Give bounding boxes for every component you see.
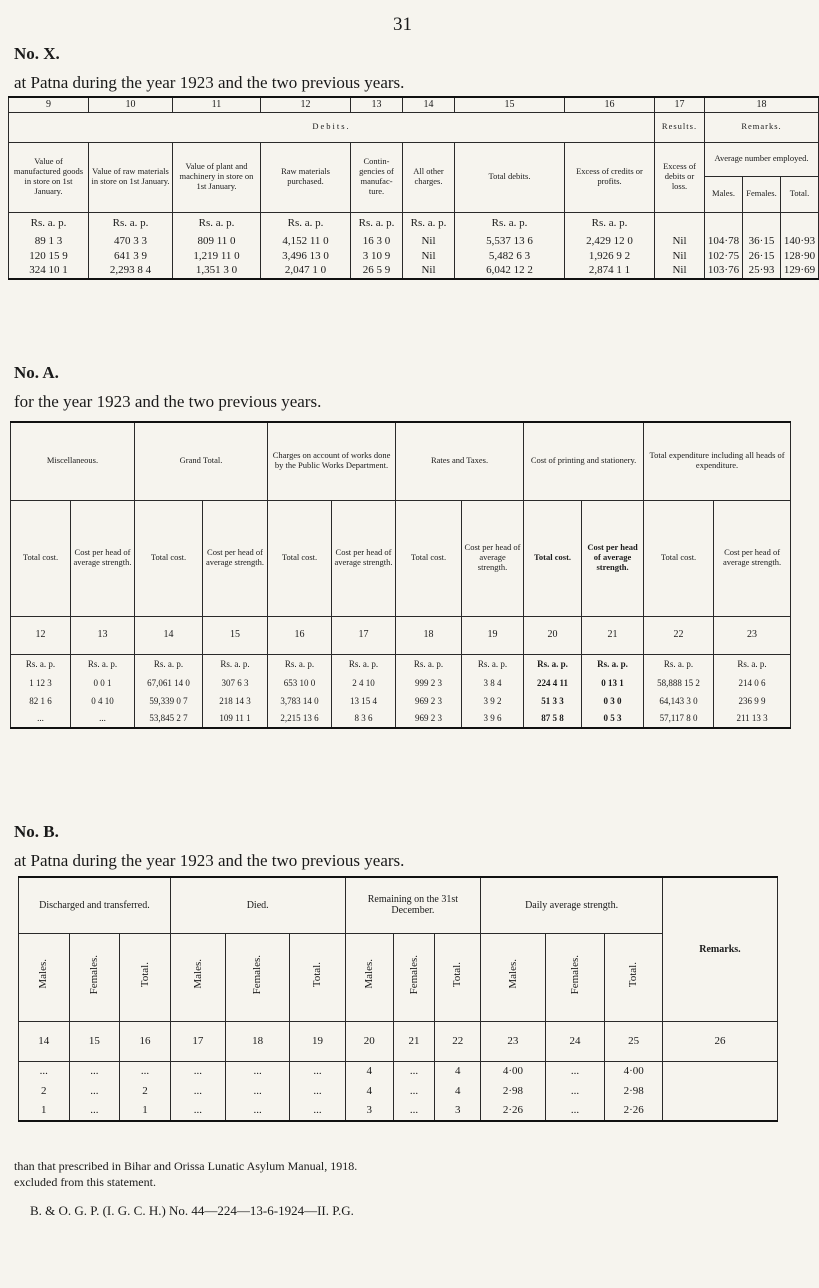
sub-header-total: Total.	[627, 961, 640, 987]
cell: 103·76	[705, 263, 743, 279]
cell: 120 15 9	[9, 249, 89, 264]
sub-header-males: Males.	[506, 959, 519, 990]
remarks-group-header: Remarks.	[705, 112, 819, 142]
cell: 26·15	[743, 249, 781, 264]
sub-header-per-head: Cost per head of average strength.	[462, 500, 524, 616]
cell: 67,061 14 0	[135, 674, 203, 692]
cell: 109 11 1	[203, 710, 268, 728]
unit-label: Rs. a. p.	[462, 654, 524, 674]
col-no: 21	[582, 616, 644, 654]
cell: ...	[545, 1061, 605, 1081]
header-other-charges: All other charges.	[403, 142, 455, 212]
col-no: 12	[261, 97, 351, 112]
header-raw-purchased: Raw materials purchased.	[261, 142, 351, 212]
header-printing-stationery: Cost of printing and stationery.	[524, 422, 644, 500]
unit-label: Rs. a. p.	[403, 212, 455, 234]
col-no: 10	[89, 97, 173, 112]
sub-header-females: Females.	[88, 954, 101, 995]
cell: 1,351 3 0	[173, 263, 261, 279]
cell: 1,926 9 2	[565, 249, 655, 264]
cell: 25·93	[743, 263, 781, 279]
cell: 3	[345, 1101, 393, 1121]
section-b-table	[18, 876, 778, 1122]
cell: 3 10 9	[351, 249, 403, 264]
cell: 214 0 6	[714, 674, 791, 692]
unit-label: Rs. a. p.	[71, 654, 135, 674]
cell: 64,143 3 0	[644, 692, 714, 710]
col-no: 22	[435, 1021, 481, 1061]
cell: 87 5 8	[524, 710, 582, 728]
cell: 236 9 9	[714, 692, 791, 710]
col-no: 15	[455, 97, 565, 112]
col-no: 15	[203, 616, 268, 654]
sub-header-females: Females.	[251, 954, 264, 995]
cell: ...	[545, 1101, 605, 1121]
col-no: 19	[290, 1021, 345, 1061]
col-no: 9	[9, 97, 89, 112]
cell: 4·00	[605, 1061, 663, 1081]
col-no: 23	[714, 616, 791, 654]
cell: ...	[545, 1081, 605, 1101]
cell: 2	[120, 1081, 171, 1101]
cell: ...	[120, 1061, 171, 1081]
col-no: 14	[19, 1021, 70, 1061]
cell: 969 2 3	[396, 710, 462, 728]
cell: ...	[71, 710, 135, 728]
unit-label: Rs. a. p.	[396, 654, 462, 674]
col-no: 20	[345, 1021, 393, 1061]
section-x-caption: at Patna during the year 1923 and the two previous years.	[14, 73, 405, 92]
header-plant-machinery: Value of plant and machinery in store on 1st January.	[173, 142, 261, 212]
col-no: 17	[332, 616, 396, 654]
cell: 53,845 2 7	[135, 710, 203, 728]
cell: ...	[393, 1101, 434, 1121]
cell: 140·93	[781, 234, 819, 249]
cell: 2,047 1 0	[261, 263, 351, 279]
cell: 470 3 3	[89, 234, 173, 249]
section-b-label: No. B.	[14, 822, 59, 841]
cell: 0 13 1	[582, 674, 644, 692]
column-numbers-row	[19, 1021, 778, 1061]
column-numbers-row	[11, 616, 791, 654]
col-no: 18	[225, 1021, 289, 1061]
header-daily-average: Daily average strength.	[481, 877, 663, 933]
cell: 2	[19, 1081, 70, 1101]
header-total-expenditure: Total expenditure including all heads of expenditure.	[644, 422, 791, 500]
cell: 653 10 0	[268, 674, 332, 692]
cell: 0 0 1	[71, 674, 135, 692]
cell: 51 3 3	[524, 692, 582, 710]
sub-header-per-head: Cost per head of average strength.	[71, 500, 135, 616]
cell: ...	[170, 1061, 225, 1081]
sub-header-females: Females.	[407, 954, 420, 995]
sub-header-total: Total.	[138, 961, 151, 987]
cell: 0 4 10	[71, 692, 135, 710]
cell: 3 9 6	[462, 710, 524, 728]
col-no: 14	[403, 97, 455, 112]
col-no: 22	[644, 616, 714, 654]
cell: 1 12 3	[11, 674, 71, 692]
cell: 13 15 4	[332, 692, 396, 710]
sub-header-total: Total.	[451, 961, 464, 987]
col-no: 16	[120, 1021, 171, 1061]
col-no: 11	[173, 97, 261, 112]
cell: 5,537 13 6	[455, 234, 565, 249]
col-no: 18	[396, 616, 462, 654]
cell: 3	[435, 1101, 481, 1121]
cell: Nil	[403, 249, 455, 264]
unit-label: Rs. a. p.	[9, 212, 89, 234]
unit-label: Rs. a. p.	[89, 212, 173, 234]
cell: ...	[225, 1061, 289, 1081]
sub-header-males: Males.	[191, 959, 204, 990]
section-a-table	[10, 421, 791, 729]
cell: ...	[11, 710, 71, 728]
footnote-line-1: than that prescribed in Bihar and Orissa Lunatic Asylum Manual, 1918.	[14, 1159, 358, 1173]
unit-label: Rs. a. p.	[351, 212, 403, 234]
cell: 641 3 9	[89, 249, 173, 264]
cell: ...	[225, 1101, 289, 1121]
header-died: Died.	[170, 877, 345, 933]
col-no: 21	[393, 1021, 434, 1061]
cell: ...	[290, 1081, 345, 1101]
table-row	[19, 1101, 778, 1121]
sub-header-total-cost: Total cost.	[135, 500, 203, 616]
unit-label: Rs. a. p.	[714, 654, 791, 674]
cell: 2,293 8 4	[89, 263, 173, 279]
cell: 89 1 3	[9, 234, 89, 249]
table-row	[9, 249, 819, 264]
cell: 3 8 4	[462, 674, 524, 692]
section-x-table	[8, 96, 819, 280]
cell: Nil	[655, 249, 705, 264]
unit-label: Rs. a. p.	[203, 654, 268, 674]
col-no: 24	[545, 1021, 605, 1061]
cell: 5,482 6 3	[455, 249, 565, 264]
section-a-caption: for the year 1923 and the two previous years.	[14, 392, 322, 411]
cell: 224 4 11	[524, 674, 582, 692]
section-x-label: No. X.	[14, 44, 60, 63]
header-total-debits: Total debits.	[455, 142, 565, 212]
cell: 2,874 1 1	[565, 263, 655, 279]
cell: 2·98	[481, 1081, 545, 1101]
cell: ...	[69, 1081, 120, 1101]
cell: 128·90	[781, 249, 819, 264]
cell: 16 3 0	[351, 234, 403, 249]
cell: ...	[69, 1061, 120, 1081]
col-no: 23	[481, 1021, 545, 1061]
cell: ...	[290, 1061, 345, 1081]
table-row	[9, 234, 819, 249]
cell: 2·26	[605, 1101, 663, 1121]
cell: 0 3 0	[582, 692, 644, 710]
units-row	[9, 212, 819, 234]
cell: 4	[345, 1061, 393, 1081]
table-row	[19, 1081, 778, 1101]
cell: 3,783 14 0	[268, 692, 332, 710]
column-numbers-row	[9, 97, 819, 112]
sub-header-males: Males.	[362, 959, 375, 990]
section-b-caption: at Patna during the year 1923 and the two previous years.	[14, 851, 405, 870]
sub-header-total-cost: Total cost.	[524, 500, 582, 616]
debits-group-header: Debits.	[9, 112, 655, 142]
cell: 999 2 3	[396, 674, 462, 692]
col-no: 13	[71, 616, 135, 654]
cell: 2·98	[605, 1081, 663, 1101]
page-number: 31	[393, 14, 412, 35]
unit-label: Rs. a. p.	[11, 654, 71, 674]
unit-label: Rs. a. p.	[565, 212, 655, 234]
cell: 36·15	[743, 234, 781, 249]
cell: 104·78	[705, 234, 743, 249]
unit-label: Rs. a. p.	[261, 212, 351, 234]
col-no: 26	[662, 1021, 777, 1061]
cell: 8 3 6	[332, 710, 396, 728]
cell: ...	[170, 1081, 225, 1101]
cell: 324 10 1	[9, 263, 89, 279]
cell: ...	[393, 1081, 434, 1101]
cell: 4	[435, 1061, 481, 1081]
cell: ...	[19, 1061, 70, 1081]
sub-header-females: Females.	[743, 176, 781, 212]
cell: 1	[19, 1101, 70, 1121]
footnote-line-2: excluded from this statement.	[14, 1175, 156, 1189]
header-pwd-charges: Charges on account of works done by the Public Works Department.	[268, 422, 396, 500]
cell: 4·00	[481, 1061, 545, 1081]
cell: Nil	[655, 263, 705, 279]
printer-line: B. & O. G. P. (I. G. C. H.) No. 44—224—13-6-1924—II. P.G.	[30, 1203, 354, 1218]
cell: Nil	[655, 234, 705, 249]
results-group-header: Results.	[655, 112, 705, 142]
unit-label: Rs. a. p.	[582, 654, 644, 674]
units-row	[11, 654, 791, 674]
unit-label: Rs. a. p.	[268, 654, 332, 674]
sub-header-total: Total.	[781, 176, 819, 212]
header-excess-credits: Excess of credits or profits.	[565, 142, 655, 212]
header-excess-debits: Excess of debits or loss.	[655, 142, 705, 212]
cell: 211 13 3	[714, 710, 791, 728]
unit-label: Rs. a. p.	[524, 654, 582, 674]
sub-header-per-head: Cost per head of average strength.	[332, 500, 396, 616]
header-average-employed: Average number employed.	[705, 142, 819, 176]
cell: 102·75	[705, 249, 743, 264]
col-no: 25	[605, 1021, 663, 1061]
col-no: 18	[705, 97, 819, 112]
col-no: 15	[69, 1021, 120, 1061]
header-rates-taxes: Rates and Taxes.	[396, 422, 524, 500]
header-discharged: Discharged and transferred.	[19, 877, 171, 933]
col-no: 16	[565, 97, 655, 112]
cell: ...	[225, 1081, 289, 1101]
cell: 218 14 3	[203, 692, 268, 710]
col-no: 12	[11, 616, 71, 654]
table-row	[11, 674, 791, 692]
header-miscellaneous: Miscellaneous.	[11, 422, 135, 500]
cell: 0 5 3	[582, 710, 644, 728]
sub-header-total-cost: Total cost.	[644, 500, 714, 616]
col-no: 13	[351, 97, 403, 112]
cell: 59,339 0 7	[135, 692, 203, 710]
col-no: 17	[170, 1021, 225, 1061]
section-a-label: No. A.	[14, 363, 59, 382]
cell: ...	[170, 1101, 225, 1121]
cell: 4,152 11 0	[261, 234, 351, 249]
cell: ...	[69, 1101, 120, 1121]
cell: 2,215 13 6	[268, 710, 332, 728]
table-row	[11, 710, 791, 728]
cell: 4	[345, 1081, 393, 1101]
cell: 969 2 3	[396, 692, 462, 710]
cell: 58,888 15 2	[644, 674, 714, 692]
cell: 3,496 13 0	[261, 249, 351, 264]
table-row	[9, 263, 819, 279]
table-row	[19, 1061, 778, 1081]
cell: 82 1 6	[11, 692, 71, 710]
cell: 3 9 2	[462, 692, 524, 710]
unit-label: Rs. a. p.	[644, 654, 714, 674]
header-remaining: Remaining on the 31st December.	[345, 877, 481, 933]
cell: 2,429 12 0	[565, 234, 655, 249]
header-contingencies: Contin-gencies of manufac-ture.	[351, 142, 403, 212]
col-no: 17	[655, 97, 705, 112]
sub-header-per-head: Cost per head of average strength.	[582, 500, 644, 616]
sub-header-per-head: Cost per head of average strength.	[714, 500, 791, 616]
cell: 2·26	[481, 1101, 545, 1121]
unit-label: Rs. a. p.	[332, 654, 396, 674]
sub-header-total-cost: Total cost.	[396, 500, 462, 616]
table-row	[11, 692, 791, 710]
header-grand-total: Grand Total.	[135, 422, 268, 500]
cell: Nil	[403, 263, 455, 279]
cell: 1	[120, 1101, 171, 1121]
unit-label: Rs. a. p.	[455, 212, 565, 234]
col-no: 20	[524, 616, 582, 654]
cell: Nil	[403, 234, 455, 249]
col-no: 16	[268, 616, 332, 654]
sub-header-per-head: Cost per head of average strength.	[203, 500, 268, 616]
sub-header-females: Females.	[568, 954, 581, 995]
sub-header-males: Males.	[37, 959, 50, 990]
sub-header-total: Total.	[311, 961, 324, 987]
header-manufactured-goods: Value of manufactured goods in store on 1st January.	[9, 142, 89, 212]
col-no: 14	[135, 616, 203, 654]
sub-header-total-cost: Total cost.	[268, 500, 332, 616]
header-raw-materials: Value of raw materials in store on 1st January.	[89, 142, 173, 212]
cell: 57,117 8 0	[644, 710, 714, 728]
cell: 809 11 0	[173, 234, 261, 249]
cell: ...	[290, 1101, 345, 1121]
header-remarks: Remarks.	[662, 877, 777, 1021]
cell: 4	[435, 1081, 481, 1101]
unit-label: Rs. a. p.	[173, 212, 261, 234]
cell: 307 6 3	[203, 674, 268, 692]
sub-header-males: Males.	[705, 176, 743, 212]
cell: 1,219 11 0	[173, 249, 261, 264]
cell: ...	[393, 1061, 434, 1081]
col-no: 19	[462, 616, 524, 654]
cell: 129·69	[781, 263, 819, 279]
cell: 2 4 10	[332, 674, 396, 692]
sub-header-total-cost: Total cost.	[11, 500, 71, 616]
unit-label: Rs. a. p.	[135, 654, 203, 674]
cell: 26 5 9	[351, 263, 403, 279]
cell: 6,042 12 2	[455, 263, 565, 279]
